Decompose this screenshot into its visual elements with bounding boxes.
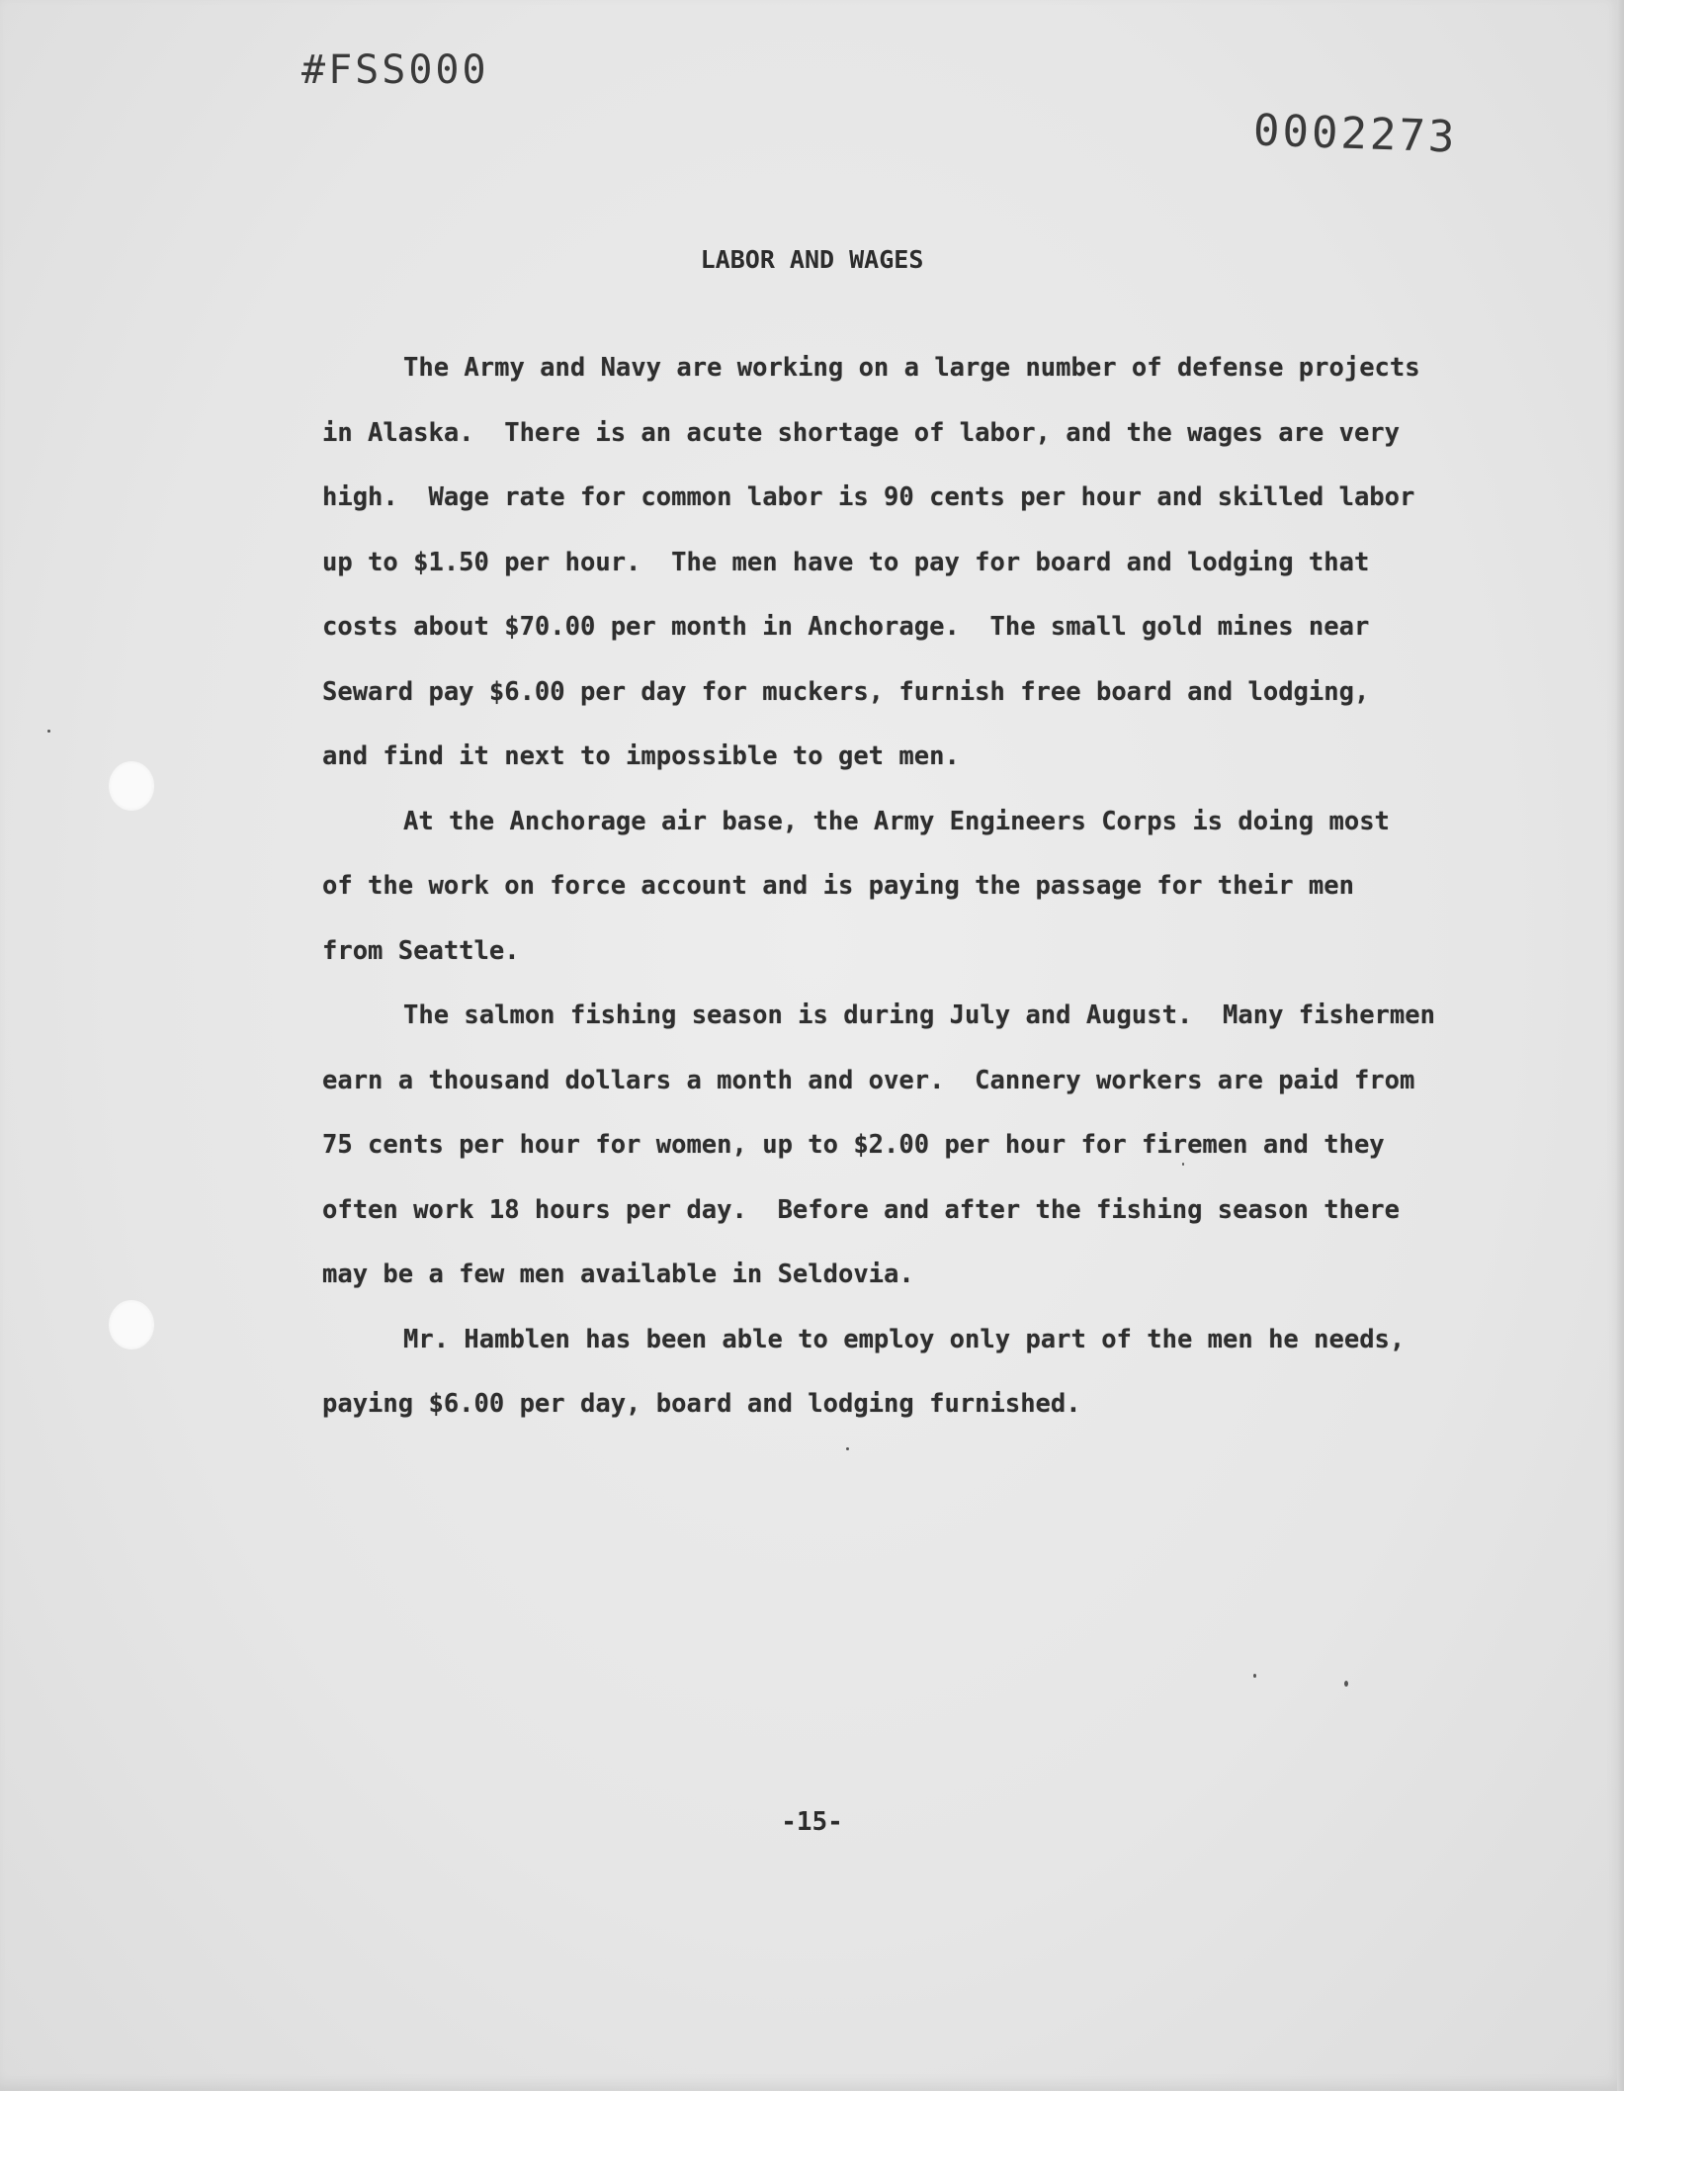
text-line: The salmon fishing season is during July and August. Many fishermen: [403, 1000, 1435, 1030]
text-line: up to $1.50 per hour. The men have to pay for board and lodging that: [322, 547, 1370, 577]
text-line: The Army and Navy are working on a large number of defense projects: [403, 353, 1420, 383]
page-title: LABOR AND WAGES: [700, 245, 924, 274]
text-line: paying $6.00 per day, board and lodging furnished.: [322, 1389, 1081, 1419]
text-line: often work 18 hours per day. Before and after the fishing season there: [322, 1194, 1401, 1225]
paragraph-3: [322, 984, 1538, 1308]
document-number-stamp-left: #FSS000: [301, 47, 489, 93]
text-line: costs about $70.00 per month in Anchorage. The small gold mines near: [322, 612, 1370, 642]
paragraph-1: [322, 336, 1538, 790]
text-line: from Seattle.: [322, 935, 520, 966]
page-edge: [1617, 0, 1624, 2091]
dust-speck: [1182, 1163, 1184, 1166]
body-text: [322, 336, 1538, 1437]
text-line: earn a thousand dollars a month and over. Cannery workers are paid from: [322, 1065, 1415, 1095]
text-line: in Alaska. There is an acute shortage of labor, and the wages are very: [322, 417, 1401, 448]
dust-speck: [846, 1447, 849, 1450]
document-number-stamp-right: 0002273: [1252, 105, 1459, 163]
text-line: At the Anchorage air base, the Army Engineers Corps is doing most: [403, 806, 1390, 836]
paragraph-4: [322, 1308, 1538, 1437]
text-line: and find it next to impossible to get men.: [322, 741, 960, 771]
dust-speck: [1344, 1681, 1348, 1687]
text-line: of the work on force account and is paying the passage for their men: [322, 871, 1354, 901]
paragraph-2: [322, 790, 1538, 985]
text-line: Mr. Hamblen has been able to employ only part of the men he needs,: [403, 1324, 1406, 1354]
dust-speck: [47, 730, 50, 733]
dust-speck: [1253, 1674, 1256, 1678]
text-line: high. Wage rate for common labor is 90 cents per hour and skilled labor: [322, 482, 1415, 512]
punch-hole-lower: [109, 1300, 154, 1349]
text-line: Seward pay $6.00 per day for muckers, furnish free board and lodging,: [322, 676, 1370, 707]
text-line: 75 cents per hour for women, up to $2.00 per hour for firemen and they: [322, 1130, 1385, 1160]
text-line: may be a few men available in Seldovia.: [322, 1260, 914, 1289]
punch-hole-upper: [109, 761, 154, 811]
page-number: -15-: [781, 1807, 843, 1837]
